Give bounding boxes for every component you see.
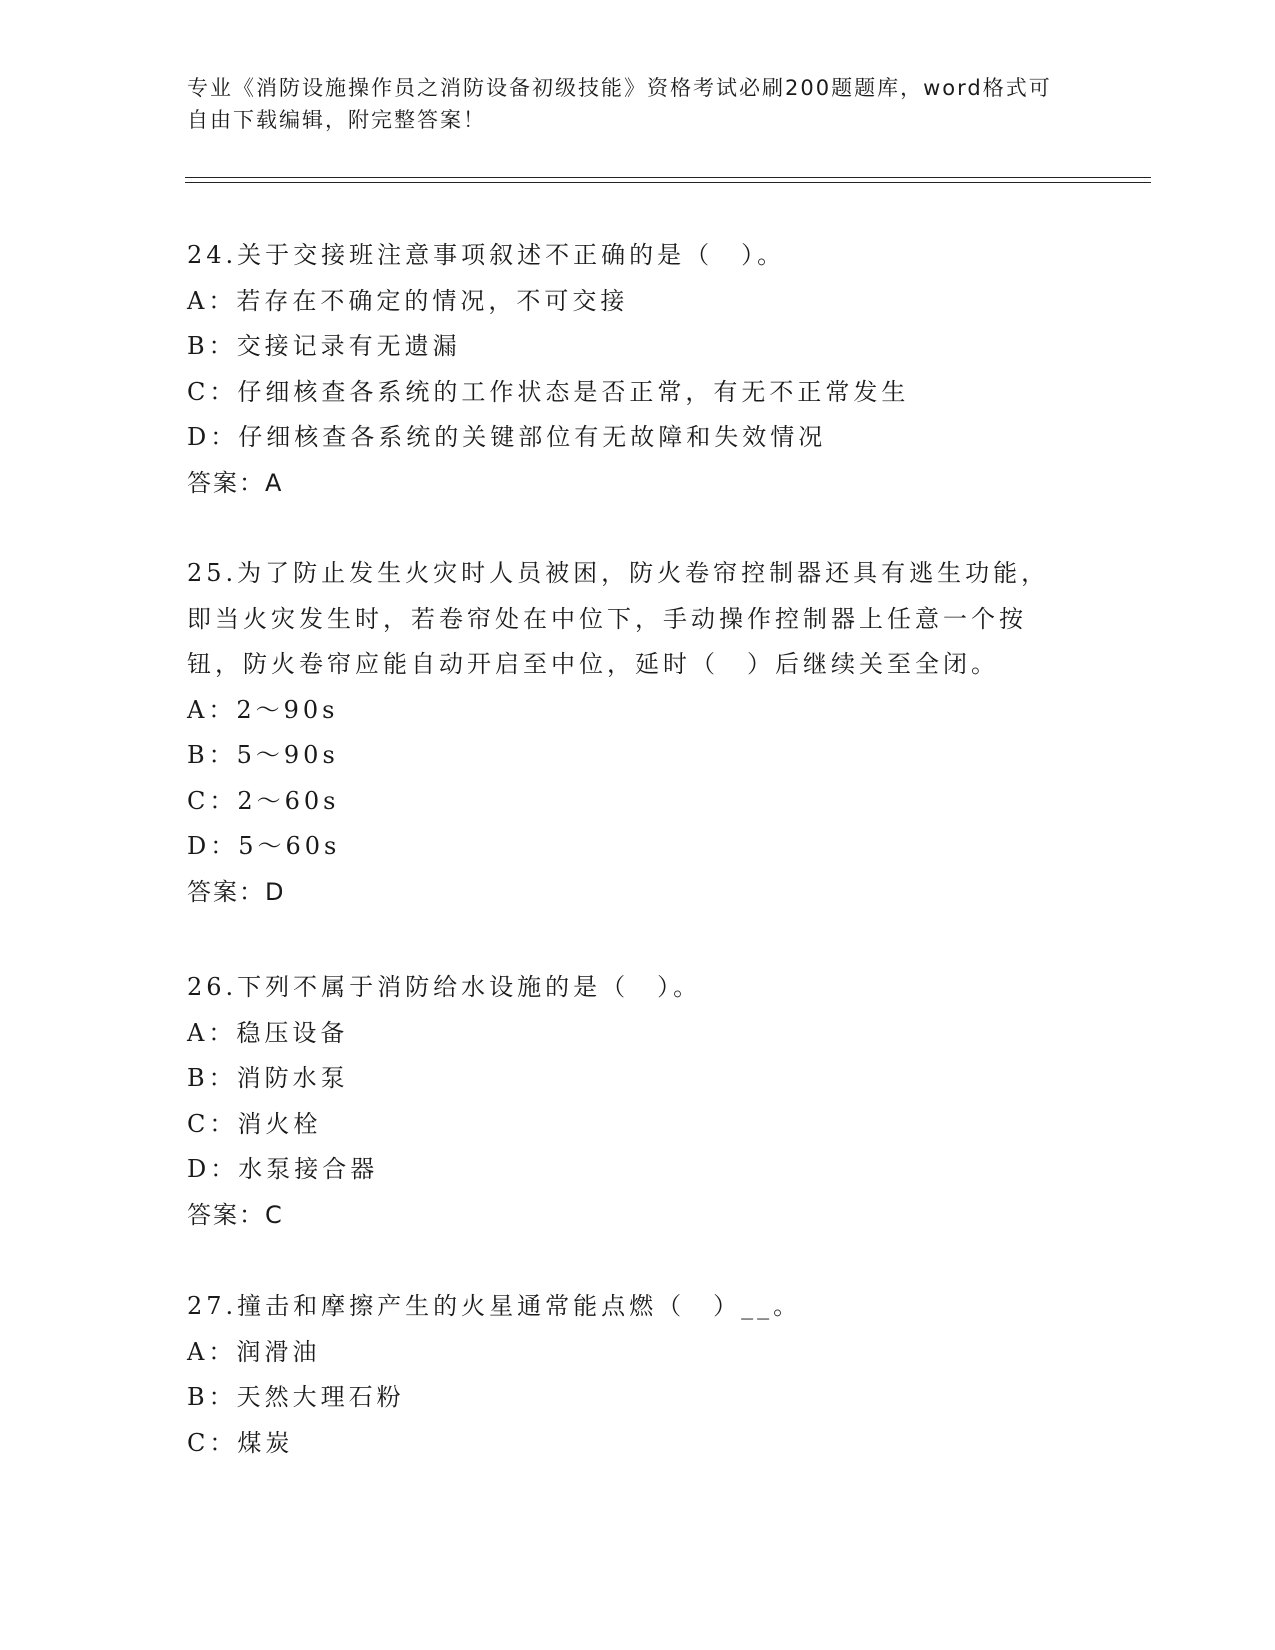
option-a: A：稳压设备	[187, 1018, 349, 1047]
option-c: C：消火栓	[187, 1109, 322, 1138]
question-25	[187, 551, 1067, 915]
option-c: C：仔细核查各系统的工作状态是否正常，有无不正常发生	[187, 377, 910, 406]
question-stem: 26.下列不属于消防给水设施的是（ ）。	[187, 973, 702, 1001]
question-26	[187, 965, 1067, 1238]
question-stem: 25.为了防止发生火灾时人员被困，防火卷帘控制器还具有逃生功能，即当火灾发生时，若卷帘处在中位下，手动操作控制器上任意一个按钮，防火卷帘应能自动开启至中位，延时（ ）后继续关至全闭。	[187, 559, 1050, 678]
question-24	[187, 233, 1067, 506]
option-d: D：5～60s	[187, 832, 341, 860]
option-b: B：消防水泵	[187, 1064, 349, 1092]
option-a: A：润滑油	[187, 1337, 321, 1366]
question-stem: 27.撞击和摩擦产生的火星通常能点燃（ ）__。	[187, 1292, 802, 1320]
option-c: C：2～60s	[187, 786, 340, 815]
option-b: B：5～90s	[187, 741, 339, 769]
option-d: D：水泵接合器	[187, 1155, 379, 1183]
header-divider-top	[185, 177, 1151, 178]
header-divider-bottom	[185, 182, 1151, 183]
document-header-text: 专业《消防设施操作员之消防设备初级技能》资格考试必刷200题题库，word格式可自由下载编辑，附完整答案！	[187, 76, 1052, 132]
option-d: D：仔细核查各系统的关键部位有无故障和失效情况	[187, 423, 827, 451]
option-a: A：若存在不确定的情况，不可交接	[187, 286, 629, 315]
option-c: C：煤炭	[187, 1428, 294, 1457]
answer: 答案：C	[187, 1200, 284, 1229]
option-b: B：天然大理石粉	[187, 1383, 405, 1411]
option-b: B：交接记录有无遗漏	[187, 332, 461, 360]
question-stem: 24.关于交接班注意事项叙述不正确的是（ ）。	[187, 241, 786, 269]
answer: 答案：D	[187, 877, 286, 906]
question-27	[187, 1284, 1067, 1466]
answer: 答案：A	[187, 468, 284, 497]
option-a: A：2～90s	[187, 695, 339, 724]
